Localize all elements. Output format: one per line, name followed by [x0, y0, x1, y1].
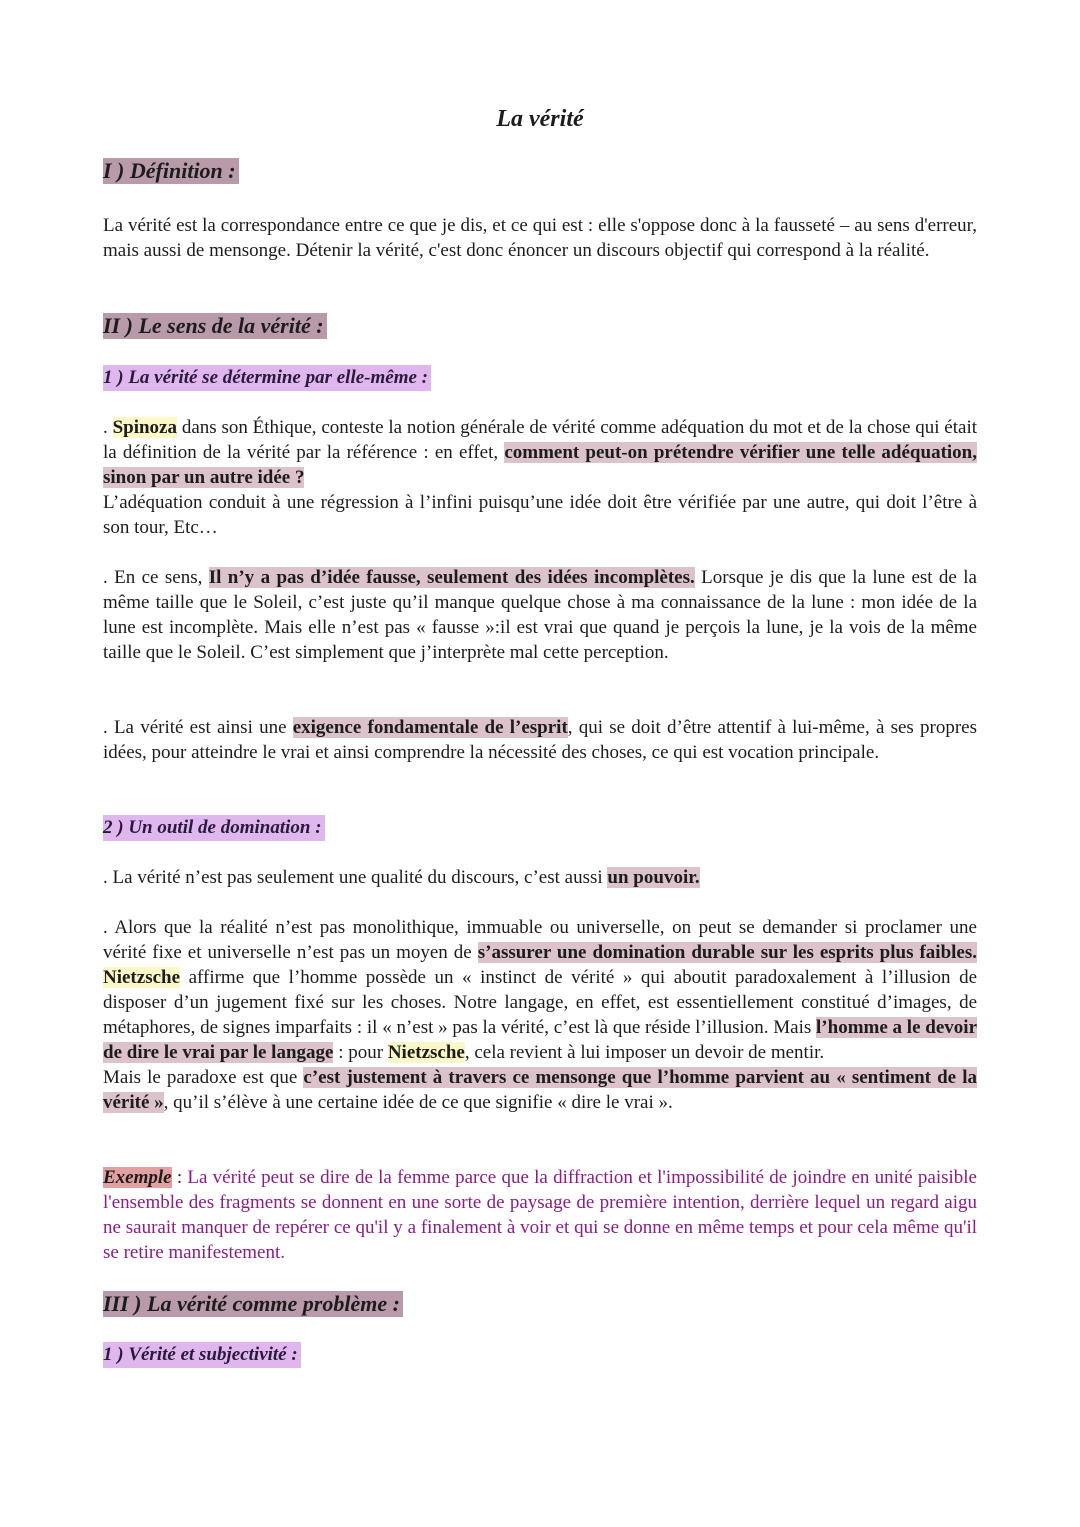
highlight-spinoza: Spinoza — [112, 417, 177, 438]
highlight-domination: s’assurer une domination durable sur les esprits plus faibles. — [477, 942, 978, 963]
paragraph-spinoza: . Spinoza dans son Éthique, conteste la notion générale de vérité comme adéquation du mot et de la chose qui était la définition de la vérité par la référence : en effet, comment peut-on prétendre vérifier une telle adéquation, sinon par un autre idée ? L’adéquation conduit à une régression à l’infini puisqu’une idée doit être vérifiée par une autre, qui doit l’être à son tour, Etc… — [103, 417, 978, 538]
paragraph-idees-incompletes: . En ce sens, Il n’y a pas d’idée fausse, seulement des idées incomplètes. Lorsque je dis que la lune est de la même taille que le Soleil, c’est juste qu’il manque quelque chose à ma connaissance de la lune : mon idée de la lune est incomplète. Mais elle n’est pas « fausse »:il est vrai que quand je perçois la lune, je la vois de la même taille que le Soleil. C’est simplement que j’interprète mal cette perception. — [103, 567, 977, 663]
highlight-question: comment peut-on prétendre vérifier une telle adéquation, sinon par un autre idée ? — [103, 442, 977, 488]
highlight-pouvoir: un pouvoir. — [607, 867, 700, 888]
paragraph-exemple: Exemple : La vérité peut se dire de la femme parce que la diffraction et l'impossibilité de joindre en unité paisible l'ensemble des fragments se donnent en une sorte de paysage de première intention, derrière lequel un regard aigu ne saurait manquer de repérer ce qu'il y a finalement à voir et qui se donne en même temps et pour cela même qu'il se retire manifestement. — [103, 1167, 977, 1263]
subheading-domination: 2 ) Un outil de domination : — [103, 815, 325, 841]
highlight-devoir: l’homme a le devoir de dire le vrai par le langage — [103, 1017, 977, 1063]
paragraph-nietzsche: . Alors que la réalité n’est pas monolithique, immuable ou universelle, on peut se demander si proclamer une vérité fixe et universelle n’est pas un moyen de s’assurer une domination durable sur les esprits plus faibles. Nietzsche affirme que l’homme possède un « instinct de vérité » qui aboutit paradoxalement à l’illusion de disposer d’un jugement fixé sur les choses. Notre langage, en effet, est essentiellement constitué d’images, de métaphores, de signes imparfaits : il « n’est » pas la vérité, c’est là que réside l’illusion. Mais l’homme a le devoir de dire le vrai par le langage : pour Nietzsche, cela revient à lui imposer un devoir de mentir. Mais le paradoxe est que c’est justement à travers ce mensonge que l’homme parvient au « sentiment de la vérité », qu’il s’élève à une certaine idée de ce que signifie « dire le vrai ». — [103, 917, 978, 1113]
section-heading-probleme: III ) La vérité comme problème : — [103, 1291, 403, 1317]
section-heading-sens: II ) Le sens de la vérité : — [103, 313, 327, 339]
subheading-subjectivite: 1 ) Vérité et subjectivité : — [103, 1342, 301, 1368]
highlight-nietzsche: Nietzsche — [103, 967, 181, 988]
highlight-incompletes: Il n’y a pas d’idée fausse, seulement des idées incomplètes. — [208, 567, 695, 588]
section-heading-definition: I ) Définition : — [103, 158, 239, 184]
page-title: La vérité — [496, 106, 584, 132]
subheading-determine: 1 ) La vérité se détermine par elle-même : — [103, 365, 431, 391]
example-label: Exemple — [103, 1167, 172, 1188]
paragraph-exigence: . La vérité est ainsi une exigence fondamentale de l’esprit, qui se doit d’être attentif à lui-même, à ses propres idées, pour atteindre le vrai et ainsi comprendre la nécessité des choses, ce qui est vocation principale. — [103, 717, 977, 763]
example-text: La vérité peut se dire de la femme parce que la diffraction et l'impossibilité de joindre en unité paisible l'ensemble des fragments se donnent en une sorte de paysage de première intention, derrière lequel un regard aigu ne saurait manquer de repérer ce qu'il y a finalement à voir et qui se donne en même temps et pour cela même qu'il se retire manifestement. — [103, 1167, 977, 1263]
paragraph-definition: La vérité est la correspondance entre ce que je dis, et ce qui est : elle s'oppose donc à la fausseté – au sens d'erreur, mais aussi de mensonge. Détenir la vérité, c'est donc énoncer un discours objectif qui correspond à la réalité. — [103, 215, 977, 261]
highlight-nietzsche-2: Nietzsche — [387, 1042, 465, 1063]
highlight-exigence: exigence fondamentale de l’esprit — [292, 717, 568, 738]
highlight-paradoxe: c’est justement à travers ce mensonge que l’homme parvient au « sentiment de la vérité » — [103, 1067, 977, 1113]
paragraph-pouvoir: . La vérité n’est pas seulement une qualité du discours, c’est aussi un pouvoir. — [103, 867, 700, 888]
